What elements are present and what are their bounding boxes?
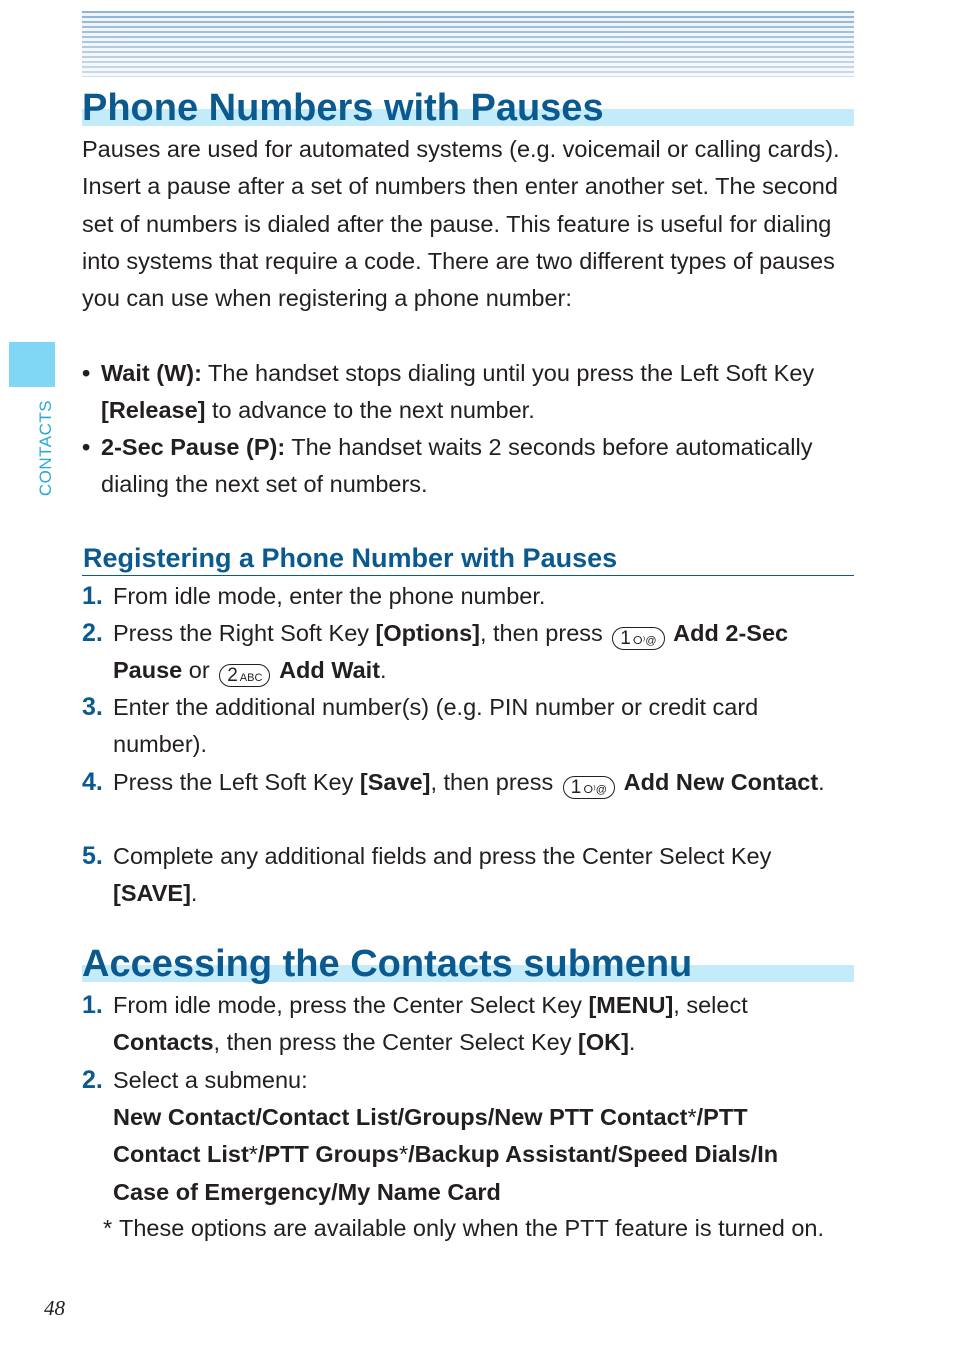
- intro-paragraph: Pauses are used for automated systems (e.g. voicemail or calling cards). Insert a pause after a set of numbers then enter another set. The second set of numbers is dialed after the pause. This feature is useful for dialing into systems that require a code. There are two different types of pauses you can use when registering a phone number:: [82, 136, 840, 312]
- step-2: 2. Press the Right Soft Key [Options], then press 1 ⵔ⁾@ Add 2-Sec Pause or 2 ABC Add Wait.: [82, 619, 789, 687]
- step-3: 3. Enter the additional number(s) (e.g. PIN number or credit card number).: [82, 693, 759, 758]
- step-4: 4. Press the Left Soft Key [Save], then press 1 ⵔ⁾@ Add New Contact.: [82, 768, 825, 798]
- header-stripes: [82, 11, 854, 77]
- bullet-dot: •: [82, 434, 91, 460]
- ptt-footnote: * These options are available only when the PTT feature is turned on.: [103, 1215, 824, 1241]
- chapter-tab: [9, 342, 55, 387]
- step-5: 5. Complete any additional fields and press the Center Select Key [SAVE].: [82, 842, 772, 907]
- key-1-icon: 1 ⵔ⁾@: [563, 776, 615, 799]
- submenu-step-1: 1. From idle mode, press the Center Select Key [MENU], select Contacts, then press the Center Select Key [OK].: [82, 991, 748, 1056]
- submenu-list: New Contact/Contact List/Groups/New PTT Contact*/PTT Contact List*/PTT Groups*/Backup Assistant/Speed Dials/In Case of Emergency/My Name Card: [113, 1104, 779, 1205]
- bullet-term: Wait (W):: [101, 360, 202, 386]
- key-1-icon: 1 ⵔ⁾@: [612, 627, 664, 650]
- section-title-contacts-submenu: [82, 942, 854, 986]
- bullet-term: 2-Sec Pause (P):: [101, 434, 286, 460]
- key-2-icon: 2 ABC: [219, 664, 270, 687]
- chapter-label: CONTACTS: [36, 399, 55, 497]
- bullet-dot: •: [82, 360, 91, 386]
- section-title-pauses: [82, 86, 854, 130]
- section-title-text: Accessing the Contacts submenu: [82, 943, 693, 985]
- bullet-wait: • Wait (W): The handset stops dialing until you press the Left Soft Key [Release] to advance to the next number.: [82, 355, 822, 430]
- page-number: 48: [44, 1296, 65, 1320]
- subsection-title: Registering a Phone Number with Pauses: [82, 541, 854, 576]
- section-title-text: Phone Numbers with Pauses: [82, 87, 604, 129]
- bullet-2sec-pause: • 2-Sec Pause (P): The handset waits 2 seconds before automatically dialing the next set of numbers.: [82, 429, 822, 504]
- step-1: 1. From idle mode, enter the phone number.: [82, 582, 546, 610]
- submenu-step-2: 2. Select a submenu:: [82, 1066, 308, 1094]
